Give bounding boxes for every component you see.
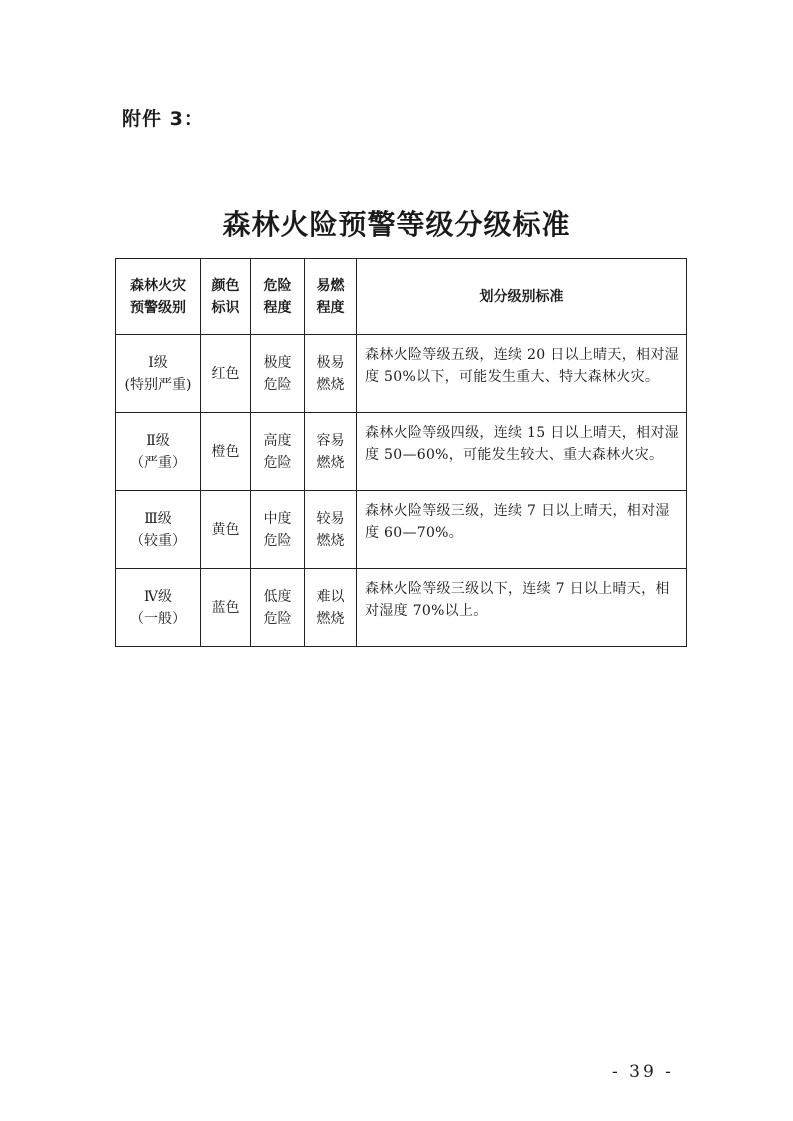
attachment-label: 附件 3：: [122, 108, 204, 130]
header-danger-degree: 危险 程度: [251, 259, 305, 335]
table-row: [116, 335, 687, 413]
level-cell: Ⅰ级 (特别严重): [116, 335, 201, 413]
flammability-cell: 难以 燃烧: [305, 569, 357, 647]
flammability-cell: 容易 燃烧: [305, 413, 357, 491]
danger-cell: 高度 危险: [251, 413, 305, 491]
page-number: - 39 -: [612, 1062, 674, 1082]
criteria-cell: 森林火险等级三级，连续 7 日以上晴天，相对湿度 60—70%。: [357, 491, 687, 569]
color-cell: 黄色: [201, 491, 251, 569]
criteria-cell: 森林火险等级三级以下，连续 7 日以上晴天，相对湿度 70%以上。: [357, 569, 687, 647]
table-row: [116, 569, 687, 647]
header-criteria: 划分级别标准: [357, 259, 687, 335]
table-header-row: [116, 259, 687, 335]
criteria-cell: 森林火险等级五级，连续 20 日以上晴天，相对湿度 50%以下，可能发生重大、特大森林火灾。: [357, 335, 687, 413]
flammability-cell: 极易 燃烧: [305, 335, 357, 413]
color-cell: 蓝色: [201, 569, 251, 647]
flammability-cell: 较易 燃烧: [305, 491, 357, 569]
document-title: 森林火险预警等级分级标准: [222, 208, 571, 241]
level-cell: Ⅳ级 （一般）: [116, 569, 201, 647]
table-row: [116, 413, 687, 491]
criteria-cell: 森林火险等级四级，连续 15 日以上晴天，相对湿度 50—60%，可能发生较大、重大森林火灾。: [357, 413, 687, 491]
level-cell: Ⅱ级 （严重）: [116, 413, 201, 491]
danger-cell: 极度 危险: [251, 335, 305, 413]
level-cell: Ⅲ级 （较重）: [116, 491, 201, 569]
header-color: 颜色 标识: [201, 259, 251, 335]
danger-cell: 低度 危险: [251, 569, 305, 647]
warning-level-table: [115, 258, 687, 647]
table-row: [116, 491, 687, 569]
color-cell: 橙色: [201, 413, 251, 491]
color-cell: 红色: [201, 335, 251, 413]
header-warning-level: 森林火灾 预警级别: [116, 259, 201, 335]
header-flammability: 易燃 程度: [305, 259, 357, 335]
danger-cell: 中度 危险: [251, 491, 305, 569]
